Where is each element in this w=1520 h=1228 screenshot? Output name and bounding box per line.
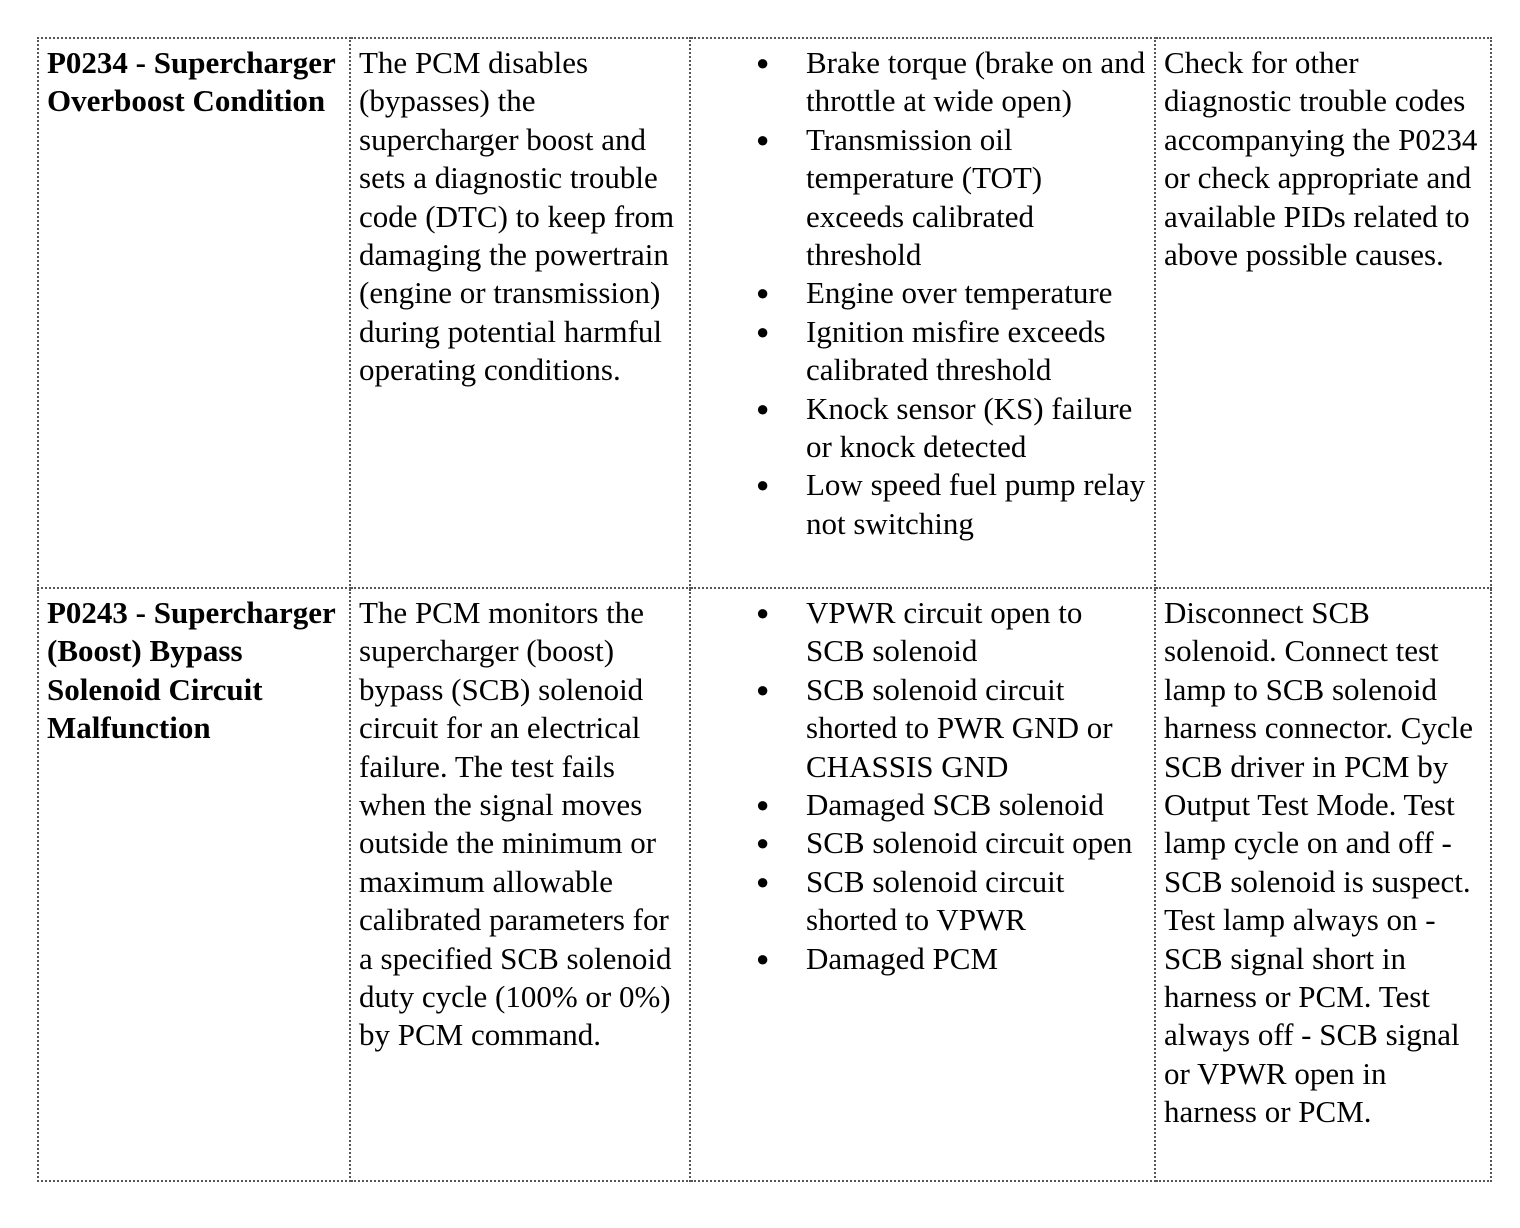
list-item xyxy=(699,594,1146,671)
dtc-code-cell: P0243 - Supercharger (Boost) Bypass Solenoid Circuit Malfunction xyxy=(38,588,350,1181)
bullet-icon: ● xyxy=(756,318,770,344)
list-item xyxy=(699,274,1146,312)
dtc-causes-cell xyxy=(690,588,1155,1181)
cause-text: Damaged PCM xyxy=(806,940,999,976)
cause-text: Ignition misfire exceeds calibrated threshold xyxy=(806,313,1106,388)
dtc-description-cell: The PCM disables (bypasses) the supercharger boost and sets a diagnostic trouble code (DTC) to keep from damaging the powertrain (engine or transmission) during potential harmful operating conditions. xyxy=(350,38,690,588)
dtc-code-cell: P0234 - Supercharger Overboost Condition xyxy=(38,38,350,588)
list-item xyxy=(699,824,1146,862)
dtc-table xyxy=(37,37,1492,1182)
cause-text: Engine over temperature xyxy=(806,275,1113,311)
cause-list xyxy=(699,44,1146,543)
cause-text: Low speed fuel pump relay not switching xyxy=(806,467,1146,541)
cause-text: SCB solenoid circuit open xyxy=(806,825,1133,861)
cause-text: SCB solenoid circuit shorted to VPWR xyxy=(806,863,1065,938)
list-item xyxy=(699,121,1146,275)
table-row xyxy=(38,38,1491,588)
list-item xyxy=(699,313,1146,390)
table-row xyxy=(38,588,1491,1181)
cause-text: Damaged SCB solenoid xyxy=(806,787,1104,823)
bullet-icon: ● xyxy=(756,945,770,971)
list-item xyxy=(699,786,1146,824)
bullet-icon: ● xyxy=(756,472,770,498)
cause-text: SCB solenoid circuit shorted to PWR GND or CHASSIS GND xyxy=(806,671,1113,784)
list-item xyxy=(699,44,1146,121)
bullet-icon: ● xyxy=(756,830,770,856)
bullet-icon: ● xyxy=(756,792,770,818)
cause-text: Transmission oil temperature (TOT) exceeds calibrated threshold xyxy=(806,121,1043,273)
dtc-causes-cell xyxy=(690,38,1155,588)
cause-text: Brake torque (brake on and throttle at wide open) xyxy=(806,45,1146,119)
bullet-icon: ● xyxy=(756,50,770,75)
dtc-action-cell: Check for other diagnostic trouble codes accompanying the P0234 or check appropriate and available PIDs related to above possible causes. xyxy=(1155,38,1491,588)
dtc-action-cell: Disconnect SCB solenoid. Connect test lamp to SCB solenoid harness connector. Cycle SCB driver in PCM by Output Test Mode. Test lamp cycle on and off - SCB solenoid is suspect. Test lamp always on - SCB signal short in harness or PCM. Test always off - SCB signal or VPWR open in harness or PCM. xyxy=(1155,588,1491,1181)
bullet-icon: ● xyxy=(756,676,770,702)
bullet-icon: ● xyxy=(756,395,770,421)
cause-list xyxy=(699,594,1146,978)
bullet-icon: ● xyxy=(756,280,770,306)
cause-text: VPWR circuit open to SCB solenoid xyxy=(806,595,1083,669)
dtc-description-cell: The PCM monitors the supercharger (boost) bypass (SCB) solenoid circuit for an electrical failure. The test fails when the signal moves outside the minimum or maximum allowable calibrated parameters for a specified SCB solenoid duty cycle (100% or 0%) by PCM command. xyxy=(350,588,690,1181)
cause-text: Knock sensor (KS) failure or knock detected xyxy=(806,390,1133,465)
bullet-icon: ● xyxy=(756,600,770,625)
bullet-icon: ● xyxy=(756,868,770,894)
list-item xyxy=(699,466,1146,543)
list-item xyxy=(699,863,1146,940)
bullet-icon: ● xyxy=(756,126,770,152)
list-item xyxy=(699,940,1146,978)
list-item xyxy=(699,671,1146,786)
list-item xyxy=(699,390,1146,467)
